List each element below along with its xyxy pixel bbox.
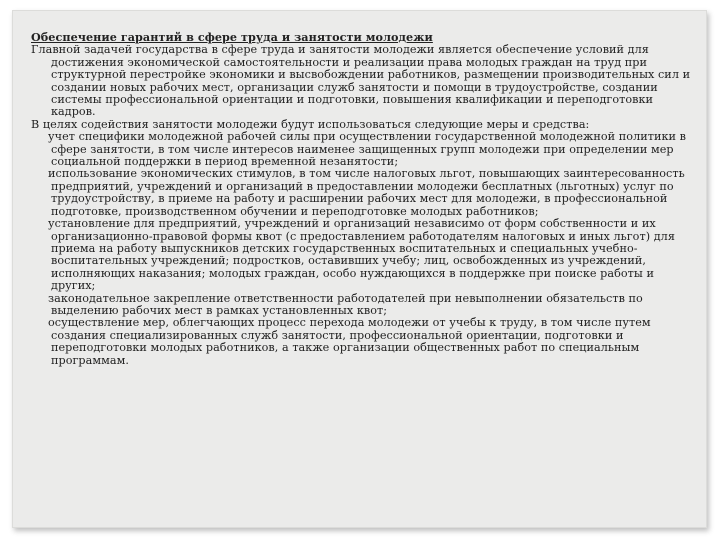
list-item: осуществление мер, облегчающих процесс перехода молодежи от учебы к труду, в том числе путем создания специализированных служб занятости, профессиональной ориентации, подготовки и переподготовки молодых работников, а также организации общественных работ по специальным программам.: [48, 316, 651, 367]
measures-intro-paragraph: В целях содействия занятости молодежи будут использоваться следующие меры и средства:: [31, 117, 590, 131]
document-content: [31, 31, 701, 367]
list-item: установление для предприятий, учреждений и организаций независимо от форм собственности и их организационно-правовой формы квот (с предоставлением работодателям налоговых и иных льгот) для приема на работу выпускников детских государственных воспитательных и специальных учебно-воспитательных учреждений; подростков, оставивших учебу; лиц, освобожденных из учреждений, исполняющих наказания; молодых граждан, особо нуждающихся в поддержке при поиске работы и других;: [48, 217, 675, 293]
list-item: использование экономических стимулов, в том числе налоговых льгот, повышающих заинтересованность предприятий, учреждений и организаций в предоставлении молодежи бесплатных (льготных) услуг по трудоустройству, в приеме на работу и расширении рабочих мест для молодежи, в профессиональной подготовке, производственном обучении и переподготовке молодых работников;: [48, 167, 685, 218]
measures-list: [31, 131, 701, 367]
document-title: Обеспечение гарантий в сфере труда и занятости молодежи: [31, 30, 433, 44]
list-item: учет специфики молодежной рабочей силы при осуществлении государственной молодежной политики в сфере занятости, в том числе интересов наименее защищенных групп молодежи при определении мер социальной поддержки в период временной незанятости;: [48, 130, 686, 169]
list-item: законодательное закрепление ответственности работодателей при невыполнении обязательств по выделению рабочих мест в рамках установленных квот;: [48, 291, 643, 317]
slide: [12, 10, 707, 528]
intro-paragraph: Главной задачей государства в сфере труда и занятости молодежи является обеспечение условий для достижения экономической самостоятельности и реализации права молодых граждан на труд при структурной перестройке экономики и высвобождении работников, размещении производительных сил и создании новых рабочих мест, организации служб занятости и помощи в трудоустройстве, создании системы профессиональной ориентации и подготовки, повышения квалификации и переподготовки кадров.: [31, 43, 691, 119]
